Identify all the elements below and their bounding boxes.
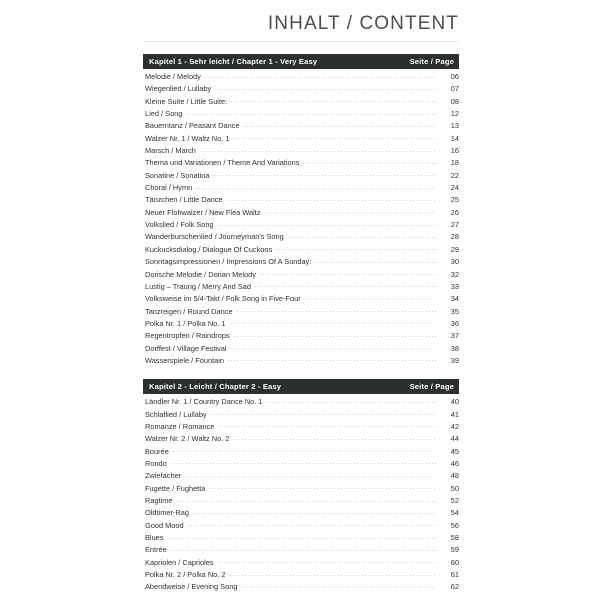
- toc-entry[interactable]: [143, 71, 459, 83]
- entry-title: Schlaflied / Lullaby: [145, 409, 207, 419]
- dot-leader: [172, 451, 436, 452]
- dot-leader: [217, 426, 436, 427]
- entry-page-number: 18: [450, 158, 459, 168]
- entry-page-number: 35: [450, 306, 459, 316]
- entry-page-number: 24: [450, 183, 459, 193]
- entry-title: Melodie / Melody: [145, 72, 201, 81]
- dot-leader: [314, 262, 436, 263]
- dot-leader: [302, 163, 436, 164]
- toc-entry[interactable]: [143, 433, 459, 445]
- chapter-list: [143, 54, 459, 594]
- entry-page-number: 62: [450, 582, 459, 592]
- toc-entry[interactable]: [143, 396, 459, 408]
- entry-page-number: 34: [450, 294, 459, 304]
- entry-title: Marsch / March: [145, 146, 196, 156]
- toc-entry[interactable]: [143, 306, 459, 318]
- toc-entry[interactable]: [143, 318, 459, 330]
- dot-leader: [167, 538, 437, 539]
- dot-leader: [208, 488, 436, 489]
- entry-title: Kuckucksdialog / Dialogue Of Cuckoos: [145, 244, 273, 254]
- toc-entry[interactable]: [143, 256, 459, 268]
- entry-page-number: 14: [450, 133, 459, 143]
- entry-title: Good Mood: [145, 520, 184, 530]
- toc-entry[interactable]: [143, 532, 459, 544]
- entry-page-number: 22: [450, 170, 459, 180]
- entry-title: Tanzreigen / Round Dance: [145, 306, 233, 316]
- entry-title: Regentropfen / Raindrops: [145, 331, 230, 341]
- dot-leader: [185, 114, 436, 115]
- entry-page-number: 06: [450, 72, 459, 81]
- dot-leader: [214, 89, 436, 90]
- toc-entry[interactable]: [143, 293, 459, 305]
- entry-page-number: 28: [450, 232, 459, 242]
- dot-leader: [230, 101, 436, 102]
- entry-page-number: 59: [450, 545, 459, 555]
- entry-title: Lied / Song: [145, 109, 183, 119]
- toc-entry[interactable]: [143, 507, 459, 519]
- dot-leader: [275, 249, 436, 250]
- toc-entry[interactable]: [143, 520, 459, 532]
- entry-title: Volkslied / Folk Song: [145, 220, 214, 230]
- entry-page-number: 16: [450, 146, 459, 156]
- entry-page-number: 38: [450, 343, 459, 353]
- entry-page-number: 50: [450, 483, 459, 493]
- entry-title: Tänzchen / Little Dance: [145, 195, 223, 205]
- toc-entry[interactable]: [143, 244, 459, 256]
- dot-leader: [217, 562, 436, 563]
- entry-page-number: 25: [450, 195, 459, 205]
- toc-entry[interactable]: [143, 330, 459, 342]
- entry-title: Fugette / Fughetta: [145, 483, 206, 493]
- entry-page-number: 37: [450, 331, 459, 341]
- chapter-section: [143, 379, 459, 594]
- entry-title: Neuer Flohwalzer / New Flea Waltz: [145, 207, 261, 217]
- toc-entry[interactable]: [143, 409, 459, 421]
- entry-page-number: 56: [450, 520, 459, 530]
- entry-list: [143, 71, 459, 367]
- entry-title: Wiegenlied / Lullaby: [145, 84, 212, 94]
- entry-title: Dorffest / Village Festival: [145, 343, 227, 353]
- dot-leader: [243, 126, 437, 127]
- entry-title: Oldtimer-Rag: [145, 508, 189, 518]
- toc-entry[interactable]: [143, 207, 459, 219]
- dot-leader: [232, 138, 436, 139]
- dot-leader: [240, 587, 436, 588]
- entry-page-number: 26: [450, 207, 459, 217]
- entry-title: Volksweise im 5/4-Takt / Folk Song in Five-Four: [145, 294, 301, 304]
- toc-entry[interactable]: [143, 269, 459, 281]
- dot-leader: [213, 175, 436, 176]
- entry-page-number: 54: [450, 508, 459, 518]
- toc-entry[interactable]: [143, 355, 459, 367]
- entry-page-number: 32: [450, 269, 459, 279]
- entry-page-number: 46: [450, 458, 459, 468]
- dot-leader: [264, 212, 436, 213]
- chapter-header-bar: [143, 379, 459, 394]
- entry-page-number: 52: [450, 496, 459, 505]
- chapter-header-bar: [143, 54, 459, 69]
- dot-leader: [304, 299, 436, 300]
- toc-entry[interactable]: [143, 557, 459, 569]
- toc-entry[interactable]: [143, 170, 459, 182]
- dot-leader: [259, 274, 436, 275]
- page-column-header: Seite / Page: [409, 57, 454, 66]
- dot-leader: [217, 225, 436, 226]
- entry-title: Ragtime: [145, 496, 173, 505]
- dot-leader: [233, 336, 436, 337]
- entry-title: Entrée: [145, 545, 167, 555]
- title-divider: [143, 41, 459, 42]
- toc-entry[interactable]: [143, 446, 459, 458]
- entry-title: Bauerntanz / Peasant Dance: [145, 121, 240, 131]
- entry-page-number: 33: [450, 281, 459, 291]
- toc-entry[interactable]: [143, 83, 459, 95]
- entry-title: Kleine Suite / Little Suite:: [145, 96, 228, 106]
- toc-entry[interactable]: [143, 120, 459, 132]
- entry-page-number: 29: [450, 244, 459, 254]
- entry-title: Rondo: [145, 458, 167, 468]
- toc-entry[interactable]: [143, 219, 459, 231]
- entry-page-number: 42: [450, 421, 459, 431]
- dot-leader: [199, 151, 436, 152]
- entry-title: Polka Nr. 1 / Polka No. 1: [145, 318, 226, 328]
- toc-entry[interactable]: [143, 281, 459, 293]
- entry-title: Sonntagsimpressionen / Impressions Of A Sunday:: [145, 257, 312, 267]
- entry-title: Wasserspiele / Fountain: [145, 355, 225, 365]
- toc-entry[interactable]: [143, 96, 459, 108]
- entry-title: Blues: [145, 533, 164, 543]
- toc-content: [143, 0, 459, 594]
- dot-leader: [210, 414, 436, 415]
- chapter-section: [143, 54, 459, 367]
- dot-leader: [187, 525, 436, 526]
- dot-leader: [236, 311, 436, 312]
- entry-page-number: 40: [450, 397, 459, 407]
- toc-entry[interactable]: [143, 145, 459, 157]
- page-title: INHALT / CONTENT: [267, 13, 459, 34]
- entry-page-number: 60: [450, 557, 459, 567]
- entry-title: Wanderburschenlied / Journeyman's Song: [145, 232, 284, 242]
- entry-title: Choral / Hymn: [145, 183, 193, 193]
- entry-page-number: 58: [450, 533, 459, 543]
- toc-entry[interactable]: [143, 108, 459, 120]
- dot-leader: [204, 77, 436, 78]
- dot-leader: [254, 286, 436, 287]
- entry-page-number: 08: [450, 96, 459, 106]
- entry-page-number: 41: [450, 409, 459, 419]
- dot-leader: [229, 575, 436, 576]
- toc-entry[interactable]: [143, 343, 459, 355]
- dot-leader: [232, 439, 436, 440]
- entry-title: Bourée: [145, 446, 169, 456]
- entry-page-number: 07: [450, 84, 459, 94]
- toc-entry[interactable]: [143, 458, 459, 470]
- entry-page-number: 48: [450, 471, 459, 481]
- toc-entry[interactable]: [143, 581, 459, 593]
- entry-title: Lustig – Traurig / Merry And Sad: [145, 281, 251, 291]
- dot-leader: [176, 501, 436, 502]
- toc-entry[interactable]: [143, 483, 459, 495]
- entry-title: Thema und Variationen / Theme And Variations: [145, 158, 300, 168]
- dot-leader: [226, 200, 436, 201]
- dot-leader: [229, 323, 436, 324]
- entry-title: Zwiefacher: [145, 471, 182, 481]
- entry-list: [143, 396, 459, 594]
- entry-page-number: 27: [450, 220, 459, 230]
- dot-leader: [170, 463, 436, 464]
- page-column-header: Seite / Page: [409, 382, 454, 392]
- dot-leader: [192, 513, 436, 514]
- entry-title: Ländler Nr. 1 / Country Dance No. 1: [145, 397, 263, 407]
- dot-leader: [184, 476, 436, 477]
- entry-title: Romanze / Romance: [145, 421, 215, 431]
- entry-page-number: 44: [450, 434, 459, 444]
- entry-title: Kapriolen / Caprioles: [145, 557, 214, 567]
- dot-leader: [195, 188, 436, 189]
- entry-page-number: 13: [450, 121, 459, 131]
- toc-entry[interactable]: [143, 157, 459, 169]
- toc-entry[interactable]: [143, 470, 459, 482]
- dot-leader: [170, 550, 436, 551]
- dot-leader: [227, 360, 436, 361]
- entry-page-number: 12: [450, 109, 459, 119]
- entry-title: Dorische Melodie / Dorian Melody: [145, 269, 256, 279]
- entry-page-number: 45: [450, 446, 459, 456]
- chapter-title: Kapitel 1 - Sehr leicht / Chapter 1 - Very Easy: [149, 57, 318, 66]
- toc-entry[interactable]: [143, 231, 459, 243]
- toc-entry[interactable]: [143, 421, 459, 433]
- dot-leader: [266, 402, 437, 403]
- dot-leader: [229, 348, 436, 349]
- dot-leader: [287, 237, 436, 238]
- toc-entry[interactable]: [143, 544, 459, 556]
- toc-entry[interactable]: [143, 133, 459, 145]
- toc-entry[interactable]: [143, 182, 459, 194]
- entry-page-number: 36: [450, 318, 459, 328]
- toc-entry[interactable]: [143, 495, 459, 507]
- toc-entry[interactable]: [143, 569, 459, 581]
- entry-page-number: 61: [450, 570, 459, 580]
- chapter-title: Kapitel 2 - Leicht / Chapter 2 - Easy: [149, 382, 282, 392]
- entry-page-number: 39: [450, 355, 459, 365]
- entry-page-number: 30: [450, 257, 459, 267]
- entry-title: Abendweise / Evening Song: [145, 582, 238, 592]
- toc-entry[interactable]: [143, 194, 459, 206]
- entry-title: Polka Nr. 2 / Polka No. 2: [145, 570, 226, 580]
- entry-title: Sonatine / Sonatina: [145, 170, 210, 180]
- entry-title: Walzer Nr. 2 / Waltz No. 2: [145, 434, 230, 444]
- entry-title: Walzer Nr. 1 / Waltz No. 1: [145, 133, 230, 143]
